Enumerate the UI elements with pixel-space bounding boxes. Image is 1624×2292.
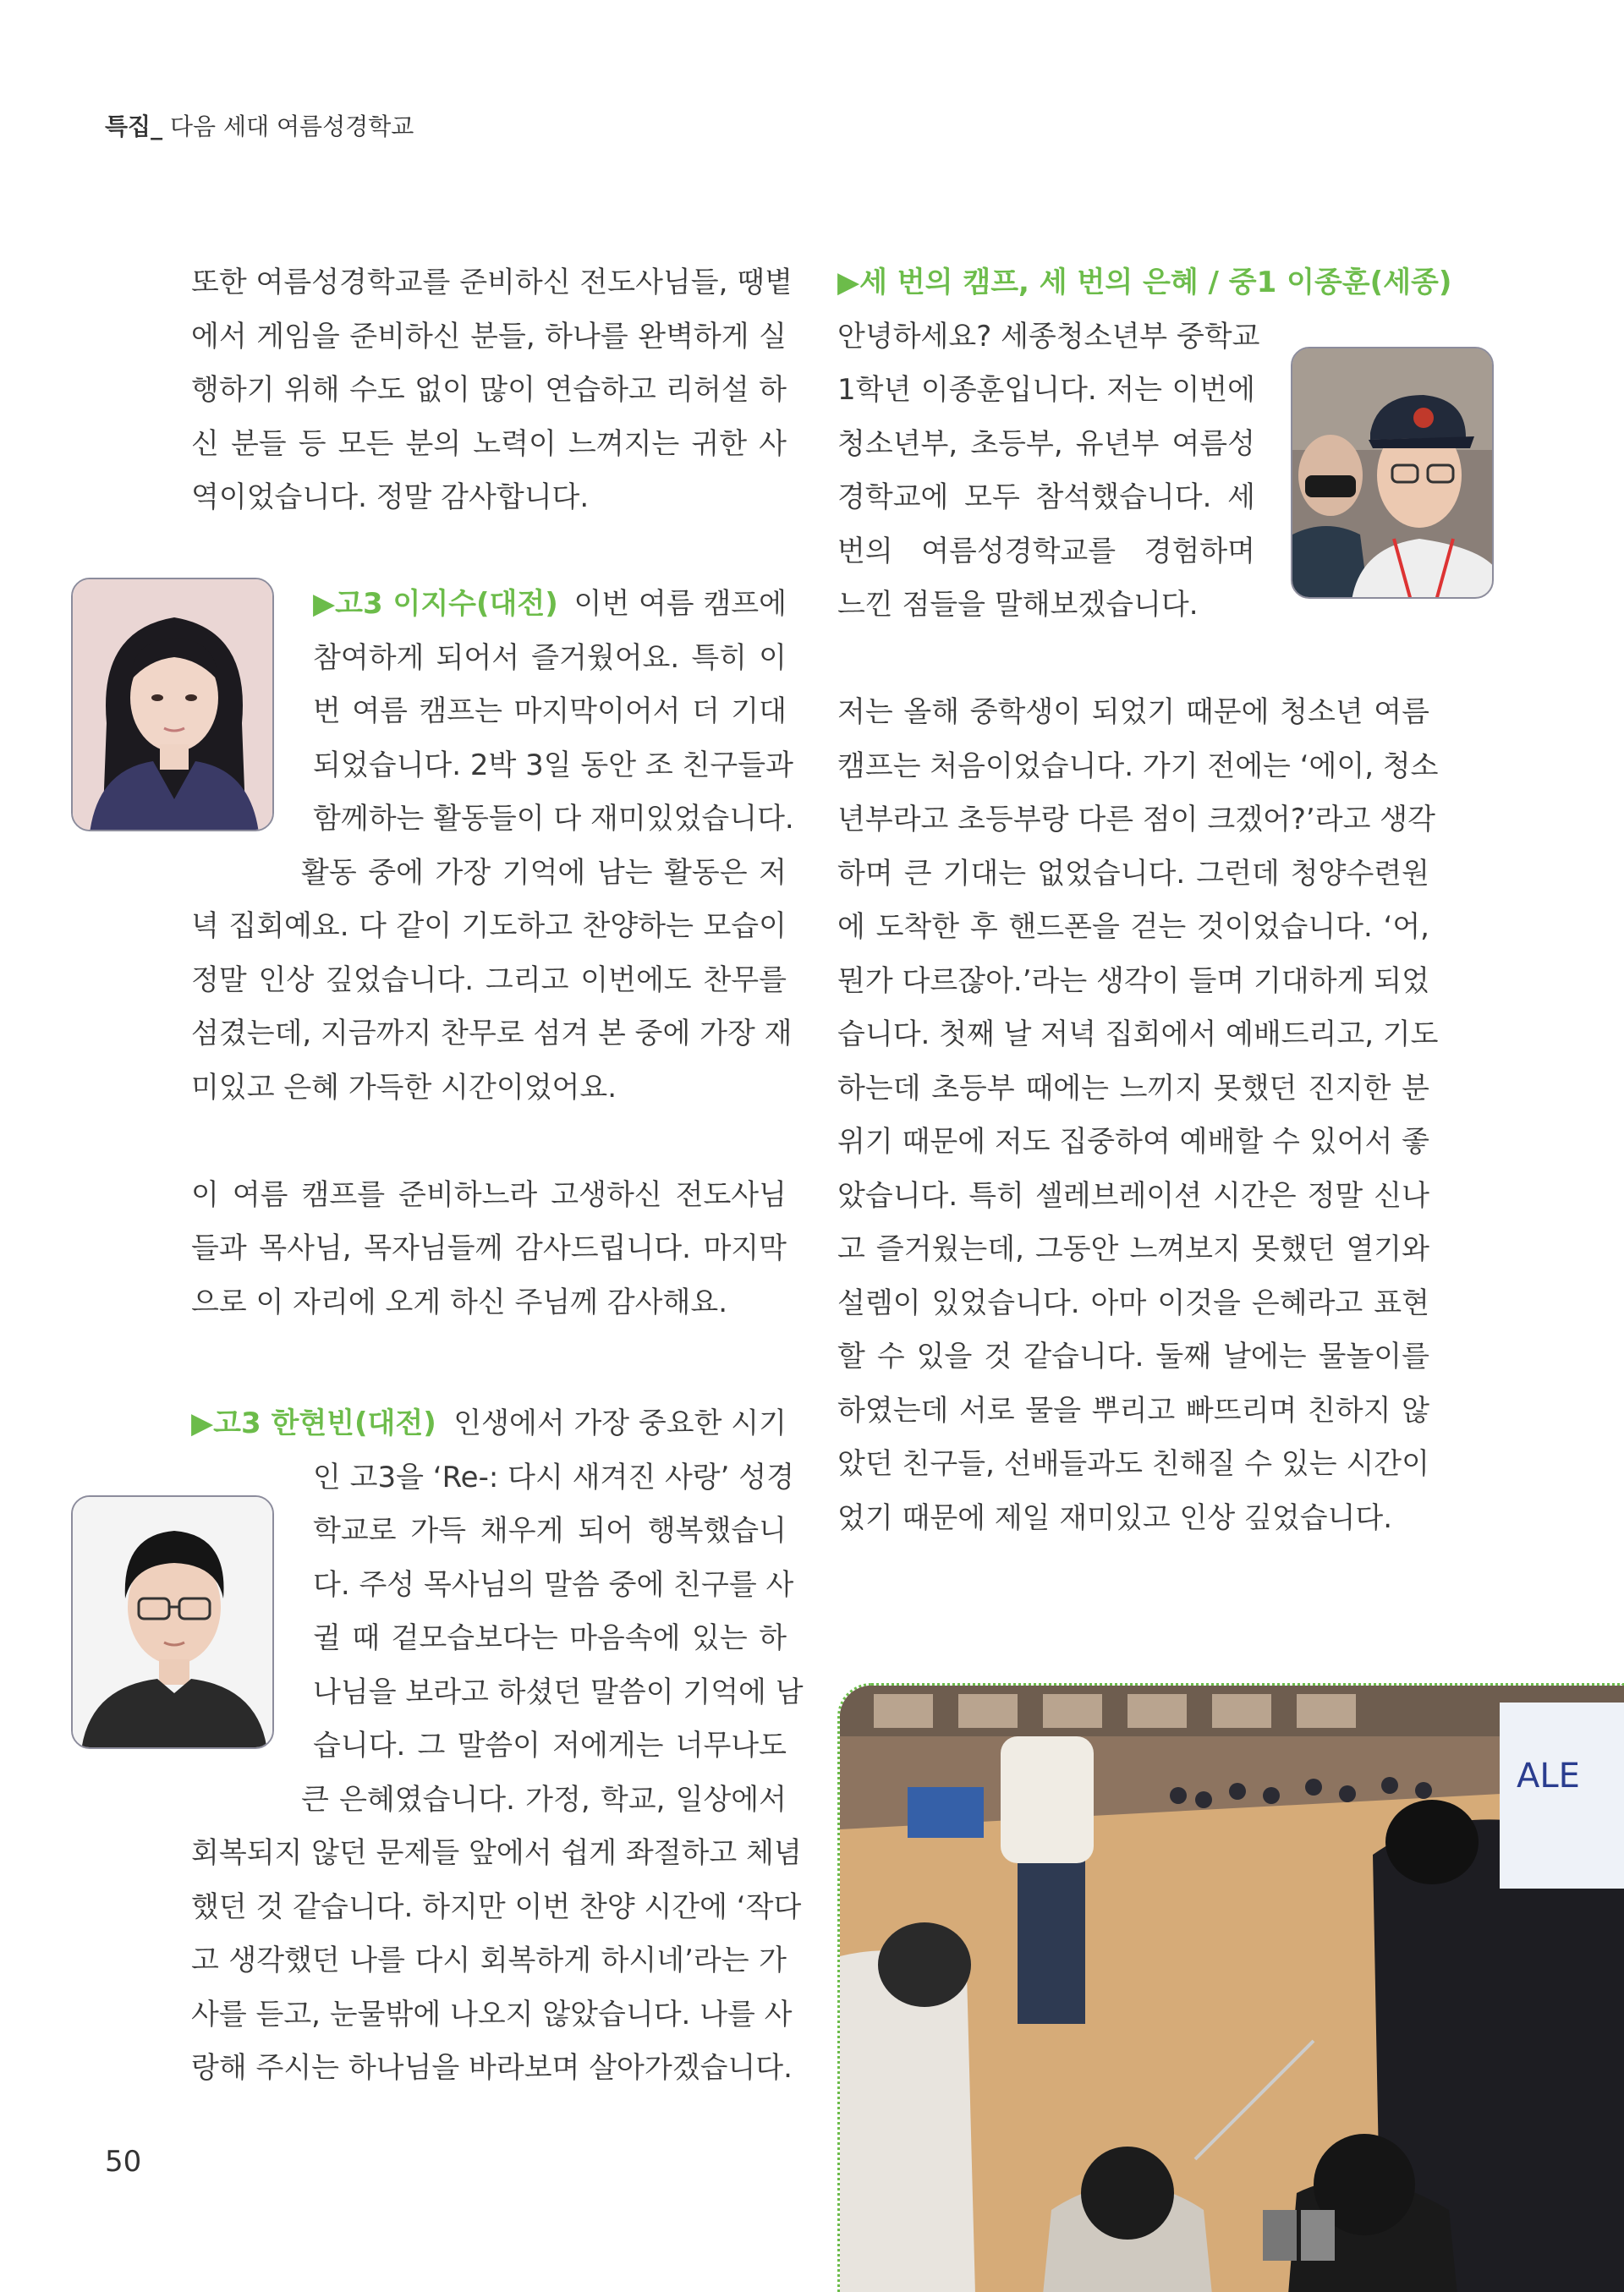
text-line: 았습니다. 특히 셀레브레이션 시간은 정말 신나 [837, 1178, 1429, 1213]
section-label: 특집_ [105, 112, 163, 140]
text-line: 이번 여름 캠프에 [573, 587, 787, 621]
heading-jonghoon: ▶세 번의 캠프, 세 번의 은혜 / 중1 이종훈(세종) [837, 266, 1452, 299]
intro-paragraph [191, 256, 793, 525]
text-line: 신 분들 등 모든 분의 노력이 느껴지는 귀한 사 [191, 426, 787, 461]
text-line: 행하기 위해 수도 없이 많이 연습하고 리허설 하 [191, 373, 787, 407]
text-line: 학교로 가득 채우게 되어 행복했습니 [313, 1514, 787, 1548]
text-line: 번의 여름성경학교를 경험하며 [837, 534, 1255, 568]
text-line: 섬겼는데, 지금까지 찬무로 섬겨 본 중에 가장 재 [191, 1017, 793, 1050]
text-line: 습니다. 첫째 날 저녁 집회에서 예배드리고, 기도 [837, 1017, 1439, 1051]
text-line: 귈 때 겉모습보다는 마음속에 있는 하 [313, 1621, 787, 1655]
text-line: 번 여름 캠프는 마지막이어서 더 기대 [313, 694, 787, 728]
text-line: 으로 이 자리에 오게 하신 주님께 감사해요. [191, 1285, 727, 1319]
text-line: 에 도착한 후 핸드폰을 걷는 것이었습니다. ‘어, [837, 910, 1429, 944]
camp-activity-image [840, 1686, 1624, 2292]
text-line: 경학교에 모두 참석했습니다. 세 [837, 480, 1255, 514]
text-line: 또한 여름성경학교를 준비하신 전도사님들, 땡볕 [191, 266, 793, 299]
text-line: 미있고 은혜 가득한 시간이었어요. [191, 1070, 617, 1105]
svg-text:ALE: ALE [1517, 1757, 1580, 1796]
text-line: 랑해 주시는 하나님을 바라보며 살아가겠습니다. [191, 2051, 793, 2085]
page-number: 50 [105, 2145, 142, 2179]
section-header [105, 108, 414, 142]
text-line: 함께하는 활동들이 다 재미있었습니다. [313, 802, 794, 836]
heading-line [191, 578, 787, 632]
text-line: 하며 큰 기대는 없었습니다. 그런데 청양수련원 [837, 856, 1429, 891]
text-line: 1학년 이종훈입니다. 저는 이번에 [837, 373, 1255, 407]
camp-activity-photo [837, 1683, 1624, 2292]
heading-line [191, 1397, 787, 1451]
text-line: 녁 집회예요. 다 같이 기도하고 찬양하는 모습이 [191, 909, 787, 943]
text-line: 들과 목사님, 목자님들께 감사드립니다. 마지막 [191, 1231, 787, 1265]
text-line: 인생에서 가장 중요한 시기 [453, 1406, 787, 1440]
text-line: 습니다. 그 말씀이 저에게는 너무나도 [313, 1729, 787, 1763]
text-line: 뭔가 다르잖아.’라는 생각이 들며 기대하게 되었 [837, 963, 1429, 998]
text-line: 느낀 점들을 말해보겠습니다. [837, 588, 1199, 622]
text-line: 청소년부, 초등부, 유년부 여름성 [837, 426, 1255, 461]
text-line: 았던 친구들, 선배들과도 친해질 수 있는 시간이 [837, 1447, 1429, 1481]
text-line: 활동 중에 가장 기억에 남는 활동은 저 [301, 855, 787, 890]
text-line: 다. 주성 목사님의 말씀 중에 친구를 사 [313, 1567, 794, 1602]
text-line: 년부라고 초등부랑 다른 점이 크겠어?’라고 생각 [837, 803, 1435, 836]
portrait-photo-jonghoon [1291, 347, 1494, 599]
text-line: 고 생각했던 나를 다시 회복하게 하시네’라는 가 [191, 1944, 787, 1977]
text-line: 고 즐거웠는데, 그동안 느껴보지 못했던 열기와 [837, 1232, 1429, 1266]
text-line: 인 고3을 ‘Re-: 다시 새겨진 사랑’ 성경 [313, 1460, 794, 1494]
text-line: 나님을 보라고 하셨던 말씀이 기억에 남 [313, 1675, 804, 1709]
text-line: 역이었습니다. 정말 감사합니다. [191, 480, 590, 514]
text-line: 회복되지 않던 문제들 앞에서 쉽게 좌절하고 체념 [191, 1836, 802, 1870]
text-line: 안녕하세요? 세종청소년부 중학교 [837, 319, 1260, 354]
text-line: 큰 은혜였습니다. 가정, 학교, 일상에서 [301, 1782, 787, 1817]
testimony-hyunbin [191, 1397, 804, 2096]
text-line: 하였는데 서로 물을 뿌리고 빠뜨리며 친하지 않 [837, 1393, 1429, 1428]
heading-hyunbin: ▶고3 한현빈(대전) [191, 1406, 436, 1440]
text-line: 위기 때문에 저도 집중하여 예배할 수 있어서 좋 [837, 1125, 1429, 1159]
text-line: 저는 올해 중학생이 되었기 때문에 청소년 여름 [837, 695, 1429, 729]
text-line: 할 수 있을 것 같습니다. 둘째 날에는 물놀이를 [837, 1340, 1429, 1374]
text-line: 캠프는 처음이었습니다. 가기 전에는 ‘에이, 청소 [837, 748, 1439, 783]
text-line: 었기 때문에 제일 재미있고 인상 깊었습니다. [837, 1500, 1393, 1535]
text-line: 되었습니다. 2박 3일 동안 조 친구들과 [313, 748, 793, 782]
text-line: 했던 것 같습니다. 하지만 이번 찬양 시간에 ‘작다 [191, 1889, 802, 1924]
portrait-jonghoon-image [1292, 348, 1494, 599]
text-line: 참여하게 되어서 즐거웠어요. 특히 이 [313, 640, 787, 675]
testimony-jisoo [191, 578, 794, 1330]
text-line: 에서 게임을 준비하신 분들, 하나를 완벽하게 실 [191, 319, 787, 354]
text-line: 하는데 초등부 때에는 느끼지 못했던 진지한 분 [837, 1071, 1429, 1105]
text-line: 이 여름 캠프를 준비하느라 고생하신 전도사님 [191, 1177, 787, 1212]
text-line: 정말 인상 깊었습니다. 그리고 이번에도 찬무를 [191, 962, 787, 997]
text-line: 설렘이 있었습니다. 아마 이것을 은혜라고 표현 [837, 1286, 1429, 1320]
heading-jisoo: ▶고3 이지수(대전) [313, 587, 558, 621]
text-line: 사를 듣고, 눈물밖에 나오지 않았습니다. 나를 사 [191, 1997, 793, 2032]
section-title: 다음 세대 여름성경학교 [162, 112, 414, 140]
